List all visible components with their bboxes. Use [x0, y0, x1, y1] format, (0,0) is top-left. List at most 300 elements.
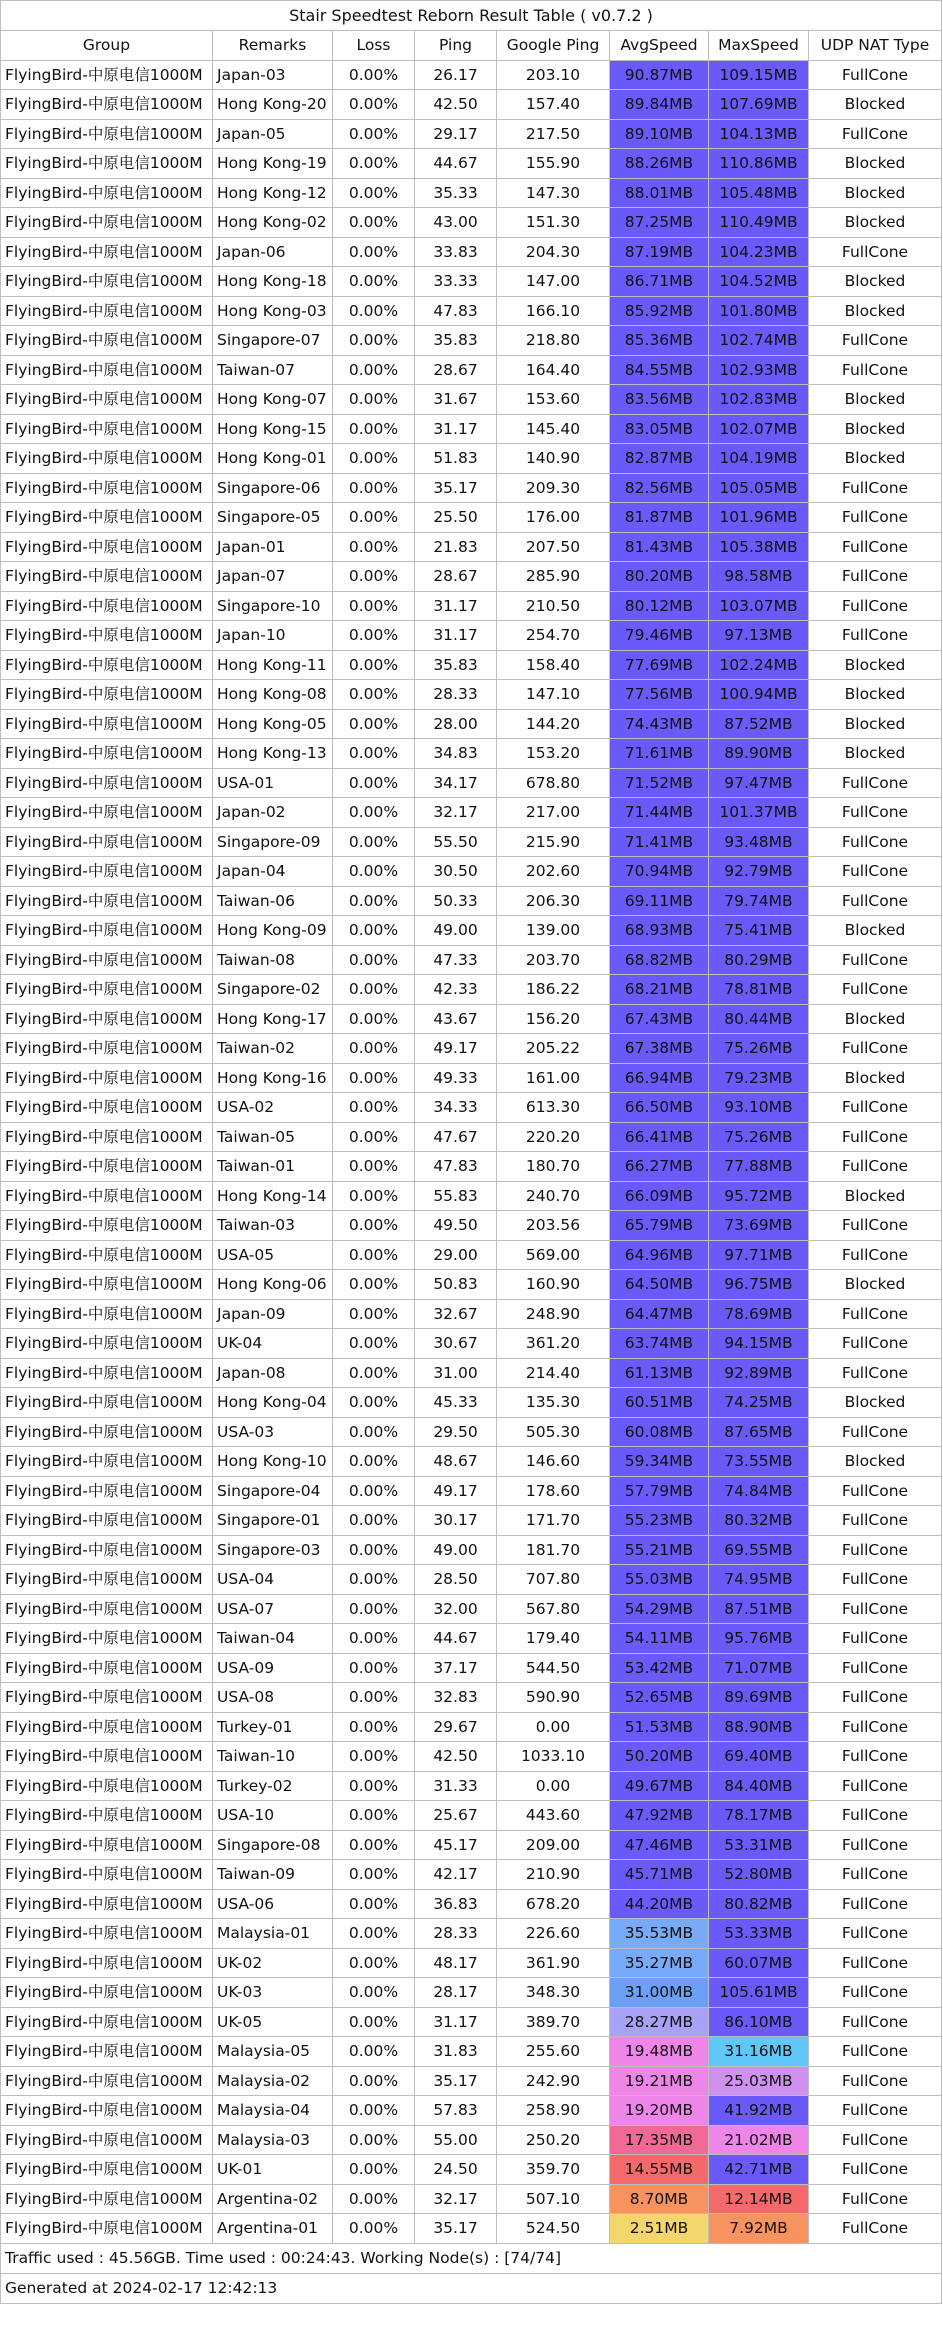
cell-remarks: Turkey-02: [213, 1772, 333, 1801]
cell-max-speed: 74.95MB: [709, 1565, 809, 1594]
cell-avg-speed: 44.20MB: [610, 1890, 709, 1919]
table-row: [1, 592, 942, 622]
cell-max-speed: 80.32MB: [709, 1506, 809, 1535]
table-row: [1, 1742, 942, 1772]
cell-google-ping: 155.90: [497, 149, 610, 178]
cell-max-speed: 73.55MB: [709, 1447, 809, 1476]
cell-avg-speed: 81.87MB: [610, 503, 709, 532]
cell-avg-speed: 64.50MB: [610, 1270, 709, 1299]
cell-max-speed: 25.03MB: [709, 2067, 809, 2096]
cell-ping: 28.17: [415, 1978, 497, 2007]
cell-udp-nat-type: FullCone: [809, 1978, 942, 2007]
cell-group: FlyingBird-中原电信1000M: [1, 1890, 213, 1919]
cell-loss: 0.00%: [333, 2185, 415, 2214]
cell-udp-nat-type: FullCone: [809, 1860, 942, 1889]
cell-max-speed: 80.44MB: [709, 1005, 809, 1034]
cell-loss: 0.00%: [333, 444, 415, 473]
cell-avg-speed: 28.27MB: [610, 2008, 709, 2037]
cell-remarks: Hong Kong-09: [213, 916, 333, 945]
cell-udp-nat-type: Blocked: [809, 267, 942, 296]
header-udp-nat-type: UDP NAT Type: [809, 31, 942, 60]
cell-ping: 28.00: [415, 710, 497, 739]
cell-avg-speed: 66.50MB: [610, 1093, 709, 1122]
cell-loss: 0.00%: [333, 1388, 415, 1417]
cell-loss: 0.00%: [333, 1152, 415, 1181]
cell-loss: 0.00%: [333, 2126, 415, 2155]
cell-avg-speed: 66.27MB: [610, 1152, 709, 1181]
cell-ping: 44.67: [415, 149, 497, 178]
cell-max-speed: 52.80MB: [709, 1860, 809, 1889]
cell-group: FlyingBird-中原电信1000M: [1, 1624, 213, 1653]
cell-ping: 31.17: [415, 2008, 497, 2037]
cell-udp-nat-type: FullCone: [809, 356, 942, 385]
header-max-speed: MaxSpeed: [709, 31, 809, 60]
cell-remarks: Singapore-08: [213, 1831, 333, 1860]
cell-max-speed: 84.40MB: [709, 1772, 809, 1801]
table-row: [1, 1182, 942, 1212]
cell-max-speed: 98.58MB: [709, 562, 809, 591]
cell-avg-speed: 90.87MB: [610, 61, 709, 90]
cell-ping: 35.83: [415, 326, 497, 355]
cell-loss: 0.00%: [333, 1123, 415, 1152]
cell-max-speed: 78.17MB: [709, 1801, 809, 1830]
cell-group: FlyingBird-中原电信1000M: [1, 1388, 213, 1417]
cell-udp-nat-type: FullCone: [809, 2126, 942, 2155]
cell-loss: 0.00%: [333, 975, 415, 1004]
cell-avg-speed: 74.43MB: [610, 710, 709, 739]
cell-avg-speed: 67.38MB: [610, 1034, 709, 1063]
table-body: [1, 61, 942, 2244]
cell-group: FlyingBird-中原电信1000M: [1, 916, 213, 945]
cell-google-ping: 147.00: [497, 267, 610, 296]
cell-loss: 0.00%: [333, 1477, 415, 1506]
cell-group: FlyingBird-中原电信1000M: [1, 1831, 213, 1860]
cell-udp-nat-type: FullCone: [809, 592, 942, 621]
cell-remarks: Hong Kong-16: [213, 1064, 333, 1093]
table-row: [1, 415, 942, 445]
cell-avg-speed: 61.13MB: [610, 1359, 709, 1388]
cell-max-speed: 21.02MB: [709, 2126, 809, 2155]
cell-udp-nat-type: FullCone: [809, 474, 942, 503]
cell-udp-nat-type: FullCone: [809, 1152, 942, 1181]
cell-ping: 49.00: [415, 916, 497, 945]
cell-remarks: USA-05: [213, 1241, 333, 1270]
header-avg-speed: AvgSpeed: [610, 31, 709, 60]
table-row: [1, 1123, 942, 1153]
cell-remarks: USA-08: [213, 1683, 333, 1712]
cell-udp-nat-type: Blocked: [809, 444, 942, 473]
table-row: [1, 297, 942, 327]
cell-group: FlyingBird-中原电信1000M: [1, 1005, 213, 1034]
cell-max-speed: 102.74MB: [709, 326, 809, 355]
cell-avg-speed: 2.51MB: [610, 2214, 709, 2243]
cell-avg-speed: 53.42MB: [610, 1654, 709, 1683]
cell-remarks: Taiwan-10: [213, 1742, 333, 1771]
cell-remarks: USA-01: [213, 769, 333, 798]
cell-max-speed: 53.33MB: [709, 1919, 809, 1948]
cell-google-ping: 220.20: [497, 1123, 610, 1152]
cell-group: FlyingBird-中原电信1000M: [1, 2037, 213, 2066]
cell-remarks: UK-05: [213, 2008, 333, 2037]
cell-udp-nat-type: Blocked: [809, 680, 942, 709]
cell-google-ping: 207.50: [497, 533, 610, 562]
cell-group: FlyingBird-中原电信1000M: [1, 267, 213, 296]
cell-max-speed: 104.19MB: [709, 444, 809, 473]
cell-avg-speed: 35.27MB: [610, 1949, 709, 1978]
cell-avg-speed: 87.25MB: [610, 208, 709, 237]
cell-loss: 0.00%: [333, 1595, 415, 1624]
cell-max-speed: 97.47MB: [709, 769, 809, 798]
cell-google-ping: 139.00: [497, 916, 610, 945]
cell-udp-nat-type: Blocked: [809, 916, 942, 945]
cell-google-ping: 209.30: [497, 474, 610, 503]
cell-google-ping: 0.00: [497, 1772, 610, 1801]
cell-ping: 35.17: [415, 2067, 497, 2096]
cell-max-speed: 92.89MB: [709, 1359, 809, 1388]
cell-ping: 29.17: [415, 120, 497, 149]
cell-avg-speed: 85.36MB: [610, 326, 709, 355]
cell-google-ping: 176.00: [497, 503, 610, 532]
table-row: [1, 267, 942, 297]
cell-avg-speed: 71.44MB: [610, 798, 709, 827]
cell-ping: 48.17: [415, 1949, 497, 1978]
cell-group: FlyingBird-中原电信1000M: [1, 1270, 213, 1299]
table-title: Stair Speedtest Reborn Result Table ( v0.7.2 ): [1, 1, 942, 31]
table-row: [1, 769, 942, 799]
cell-udp-nat-type: FullCone: [809, 120, 942, 149]
cell-ping: 35.17: [415, 474, 497, 503]
cell-udp-nat-type: Blocked: [809, 297, 942, 326]
cell-udp-nat-type: FullCone: [809, 975, 942, 1004]
cell-avg-speed: 59.34MB: [610, 1447, 709, 1476]
cell-google-ping: 153.60: [497, 385, 610, 414]
cell-ping: 28.33: [415, 680, 497, 709]
table-row: [1, 120, 942, 150]
table-row: [1, 1565, 942, 1595]
cell-group: FlyingBird-中原电信1000M: [1, 1742, 213, 1771]
cell-google-ping: 164.40: [497, 356, 610, 385]
cell-remarks: Taiwan-01: [213, 1152, 333, 1181]
cell-udp-nat-type: Blocked: [809, 1064, 942, 1093]
cell-ping: 31.17: [415, 415, 497, 444]
cell-google-ping: 226.60: [497, 1919, 610, 1948]
cell-loss: 0.00%: [333, 1772, 415, 1801]
cell-max-speed: 79.74MB: [709, 887, 809, 916]
cell-avg-speed: 57.79MB: [610, 1477, 709, 1506]
table-row: [1, 2067, 942, 2097]
cell-max-speed: 73.69MB: [709, 1211, 809, 1240]
cell-udp-nat-type: FullCone: [809, 1300, 942, 1329]
cell-loss: 0.00%: [333, 179, 415, 208]
cell-group: FlyingBird-中原电信1000M: [1, 2126, 213, 2155]
cell-udp-nat-type: FullCone: [809, 1801, 942, 1830]
cell-remarks: Taiwan-02: [213, 1034, 333, 1063]
cell-avg-speed: 88.01MB: [610, 179, 709, 208]
cell-ping: 57.83: [415, 2096, 497, 2125]
cell-google-ping: 678.80: [497, 769, 610, 798]
cell-ping: 45.33: [415, 1388, 497, 1417]
cell-max-speed: 89.69MB: [709, 1683, 809, 1712]
cell-remarks: Japan-03: [213, 61, 333, 90]
cell-group: FlyingBird-中原电信1000M: [1, 828, 213, 857]
table-row: [1, 1241, 942, 1271]
table-row: [1, 621, 942, 651]
table-row: [1, 356, 942, 386]
cell-remarks: USA-09: [213, 1654, 333, 1683]
cell-remarks: USA-06: [213, 1890, 333, 1919]
cell-google-ping: 348.30: [497, 1978, 610, 2007]
cell-group: FlyingBird-中原电信1000M: [1, 179, 213, 208]
table-row: [1, 1093, 942, 1123]
cell-google-ping: 361.90: [497, 1949, 610, 1978]
table-row: [1, 1654, 942, 1684]
table-row: [1, 916, 942, 946]
cell-ping: 37.17: [415, 1654, 497, 1683]
cell-group: FlyingBird-中原电信1000M: [1, 1447, 213, 1476]
cell-group: FlyingBird-中原电信1000M: [1, 2214, 213, 2243]
cell-remarks: Hong Kong-17: [213, 1005, 333, 1034]
cell-max-speed: 75.26MB: [709, 1123, 809, 1152]
cell-udp-nat-type: FullCone: [809, 828, 942, 857]
cell-google-ping: 1033.10: [497, 1742, 610, 1771]
cell-loss: 0.00%: [333, 238, 415, 267]
cell-ping: 42.33: [415, 975, 497, 1004]
table-row: [1, 1683, 942, 1713]
table-row: [1, 1831, 942, 1861]
cell-loss: 0.00%: [333, 2214, 415, 2243]
cell-loss: 0.00%: [333, 1034, 415, 1063]
cell-google-ping: 178.60: [497, 1477, 610, 1506]
cell-google-ping: 206.30: [497, 887, 610, 916]
table-row: [1, 1713, 942, 1743]
cell-ping: 50.33: [415, 887, 497, 916]
cell-remarks: Japan-08: [213, 1359, 333, 1388]
cell-group: FlyingBird-中原电信1000M: [1, 1359, 213, 1388]
cell-loss: 0.00%: [333, 503, 415, 532]
cell-loss: 0.00%: [333, 1742, 415, 1771]
cell-loss: 0.00%: [333, 1713, 415, 1742]
cell-udp-nat-type: FullCone: [809, 1506, 942, 1535]
cell-remarks: Argentina-02: [213, 2185, 333, 2214]
cell-max-speed: 101.37MB: [709, 798, 809, 827]
cell-google-ping: 147.30: [497, 179, 610, 208]
cell-loss: 0.00%: [333, 356, 415, 385]
cell-max-speed: 94.15MB: [709, 1329, 809, 1358]
cell-max-speed: 92.79MB: [709, 857, 809, 886]
cell-group: FlyingBird-中原电信1000M: [1, 798, 213, 827]
header-google-ping: Google Ping: [497, 31, 610, 60]
cell-ping: 29.00: [415, 1241, 497, 1270]
cell-avg-speed: 60.08MB: [610, 1418, 709, 1447]
cell-avg-speed: 68.93MB: [610, 916, 709, 945]
cell-group: FlyingBird-中原电信1000M: [1, 1152, 213, 1181]
cell-google-ping: 254.70: [497, 621, 610, 650]
cell-loss: 0.00%: [333, 1624, 415, 1653]
table-row: [1, 1447, 942, 1477]
cell-google-ping: 678.20: [497, 1890, 610, 1919]
cell-max-speed: 96.75MB: [709, 1270, 809, 1299]
cell-remarks: Japan-10: [213, 621, 333, 650]
cell-udp-nat-type: Blocked: [809, 415, 942, 444]
cell-remarks: USA-10: [213, 1801, 333, 1830]
table-row: [1, 739, 942, 769]
cell-avg-speed: 66.09MB: [610, 1182, 709, 1211]
cell-udp-nat-type: FullCone: [809, 1949, 942, 1978]
header-ping: Ping: [415, 31, 497, 60]
cell-remarks: Taiwan-07: [213, 356, 333, 385]
cell-avg-speed: 35.53MB: [610, 1919, 709, 1948]
cell-udp-nat-type: FullCone: [809, 621, 942, 650]
cell-max-speed: 31.16MB: [709, 2037, 809, 2066]
cell-ping: 32.17: [415, 798, 497, 827]
cell-group: FlyingBird-中原电信1000M: [1, 857, 213, 886]
table-row: [1, 1388, 942, 1418]
cell-remarks: Taiwan-04: [213, 1624, 333, 1653]
cell-loss: 0.00%: [333, 1300, 415, 1329]
cell-udp-nat-type: FullCone: [809, 1034, 942, 1063]
cell-max-speed: 95.76MB: [709, 1624, 809, 1653]
cell-group: FlyingBird-中原电信1000M: [1, 2185, 213, 2214]
cell-group: FlyingBird-中原电信1000M: [1, 621, 213, 650]
cell-loss: 0.00%: [333, 1211, 415, 1240]
cell-ping: 34.83: [415, 739, 497, 768]
cell-remarks: Singapore-01: [213, 1506, 333, 1535]
cell-google-ping: 217.50: [497, 120, 610, 149]
cell-google-ping: 145.40: [497, 415, 610, 444]
cell-group: FlyingBird-中原电信1000M: [1, 326, 213, 355]
table-row: [1, 385, 942, 415]
cell-udp-nat-type: Blocked: [809, 651, 942, 680]
cell-group: FlyingBird-中原电信1000M: [1, 1536, 213, 1565]
cell-max-speed: 93.10MB: [709, 1093, 809, 1122]
cell-remarks: Argentina-01: [213, 2214, 333, 2243]
cell-avg-speed: 77.69MB: [610, 651, 709, 680]
cell-avg-speed: 67.43MB: [610, 1005, 709, 1034]
cell-group: FlyingBird-中原电信1000M: [1, 297, 213, 326]
cell-remarks: Hong Kong-02: [213, 208, 333, 237]
cell-max-speed: 110.49MB: [709, 208, 809, 237]
cell-loss: 0.00%: [333, 1093, 415, 1122]
cell-group: FlyingBird-中原电信1000M: [1, 444, 213, 473]
table-row: [1, 1064, 942, 1094]
table-row: [1, 208, 942, 238]
cell-ping: 49.50: [415, 1211, 497, 1240]
table-row: [1, 1595, 942, 1625]
cell-udp-nat-type: FullCone: [809, 503, 942, 532]
cell-remarks: UK-03: [213, 1978, 333, 2007]
cell-ping: 28.50: [415, 1565, 497, 1594]
cell-avg-speed: 71.41MB: [610, 828, 709, 857]
cell-google-ping: 171.70: [497, 1506, 610, 1535]
table-row: [1, 1624, 942, 1654]
cell-max-speed: 60.07MB: [709, 1949, 809, 1978]
cell-ping: 43.00: [415, 208, 497, 237]
cell-udp-nat-type: FullCone: [809, 2067, 942, 2096]
cell-remarks: Hong Kong-06: [213, 1270, 333, 1299]
cell-google-ping: 258.90: [497, 2096, 610, 2125]
cell-remarks: Malaysia-03: [213, 2126, 333, 2155]
cell-google-ping: 285.90: [497, 562, 610, 591]
cell-avg-speed: 52.65MB: [610, 1683, 709, 1712]
cell-ping: 26.17: [415, 61, 497, 90]
cell-google-ping: 210.50: [497, 592, 610, 621]
cell-ping: 48.67: [415, 1447, 497, 1476]
cell-avg-speed: 64.47MB: [610, 1300, 709, 1329]
cell-ping: 34.33: [415, 1093, 497, 1122]
cell-udp-nat-type: FullCone: [809, 1654, 942, 1683]
cell-remarks: Turkey-01: [213, 1713, 333, 1742]
table-row: [1, 503, 942, 533]
cell-ping: 47.83: [415, 1152, 497, 1181]
table-row: [1, 90, 942, 120]
cell-google-ping: 135.30: [497, 1388, 610, 1417]
cell-max-speed: 110.86MB: [709, 149, 809, 178]
cell-group: FlyingBird-中原电信1000M: [1, 61, 213, 90]
cell-remarks: Japan-06: [213, 238, 333, 267]
cell-ping: 55.00: [415, 2126, 497, 2155]
cell-google-ping: 151.30: [497, 208, 610, 237]
table-row: [1, 1772, 942, 1802]
cell-avg-speed: 19.48MB: [610, 2037, 709, 2066]
cell-group: FlyingBird-中原电信1000M: [1, 1772, 213, 1801]
cell-udp-nat-type: FullCone: [809, 1683, 942, 1712]
header-remarks: Remarks: [213, 31, 333, 60]
cell-max-speed: 104.23MB: [709, 238, 809, 267]
cell-ping: 25.50: [415, 503, 497, 532]
cell-avg-speed: 54.11MB: [610, 1624, 709, 1653]
cell-max-speed: 80.29MB: [709, 946, 809, 975]
cell-ping: 42.50: [415, 1742, 497, 1771]
table-row: [1, 1418, 942, 1448]
cell-google-ping: 613.30: [497, 1093, 610, 1122]
cell-group: FlyingBird-中原电信1000M: [1, 1654, 213, 1683]
cell-max-speed: 105.61MB: [709, 1978, 809, 2007]
cell-ping: 30.17: [415, 1506, 497, 1535]
cell-max-speed: 69.40MB: [709, 1742, 809, 1771]
cell-ping: 35.17: [415, 2214, 497, 2243]
cell-max-speed: 103.07MB: [709, 592, 809, 621]
cell-udp-nat-type: FullCone: [809, 2008, 942, 2037]
cell-ping: 43.67: [415, 1005, 497, 1034]
cell-loss: 0.00%: [333, 90, 415, 119]
cell-google-ping: 544.50: [497, 1654, 610, 1683]
cell-loss: 0.00%: [333, 798, 415, 827]
cell-google-ping: 505.30: [497, 1418, 610, 1447]
cell-google-ping: 160.90: [497, 1270, 610, 1299]
cell-avg-speed: 88.26MB: [610, 149, 709, 178]
cell-group: FlyingBird-中原电信1000M: [1, 1860, 213, 1889]
table-row: [1, 1536, 942, 1566]
cell-remarks: Hong Kong-13: [213, 739, 333, 768]
cell-loss: 0.00%: [333, 415, 415, 444]
cell-ping: 32.17: [415, 2185, 497, 2214]
cell-max-speed: 78.69MB: [709, 1300, 809, 1329]
cell-remarks: USA-04: [213, 1565, 333, 1594]
cell-max-speed: 42.71MB: [709, 2155, 809, 2184]
cell-udp-nat-type: Blocked: [809, 1005, 942, 1034]
cell-group: FlyingBird-中原电信1000M: [1, 474, 213, 503]
cell-loss: 0.00%: [333, 533, 415, 562]
table-row: [1, 798, 942, 828]
table-row: [1, 61, 942, 91]
cell-loss: 0.00%: [333, 2096, 415, 2125]
cell-udp-nat-type: Blocked: [809, 208, 942, 237]
cell-remarks: UK-02: [213, 1949, 333, 1978]
cell-ping: 49.00: [415, 1536, 497, 1565]
cell-remarks: USA-02: [213, 1093, 333, 1122]
cell-max-speed: 75.41MB: [709, 916, 809, 945]
cell-ping: 24.50: [415, 2155, 497, 2184]
